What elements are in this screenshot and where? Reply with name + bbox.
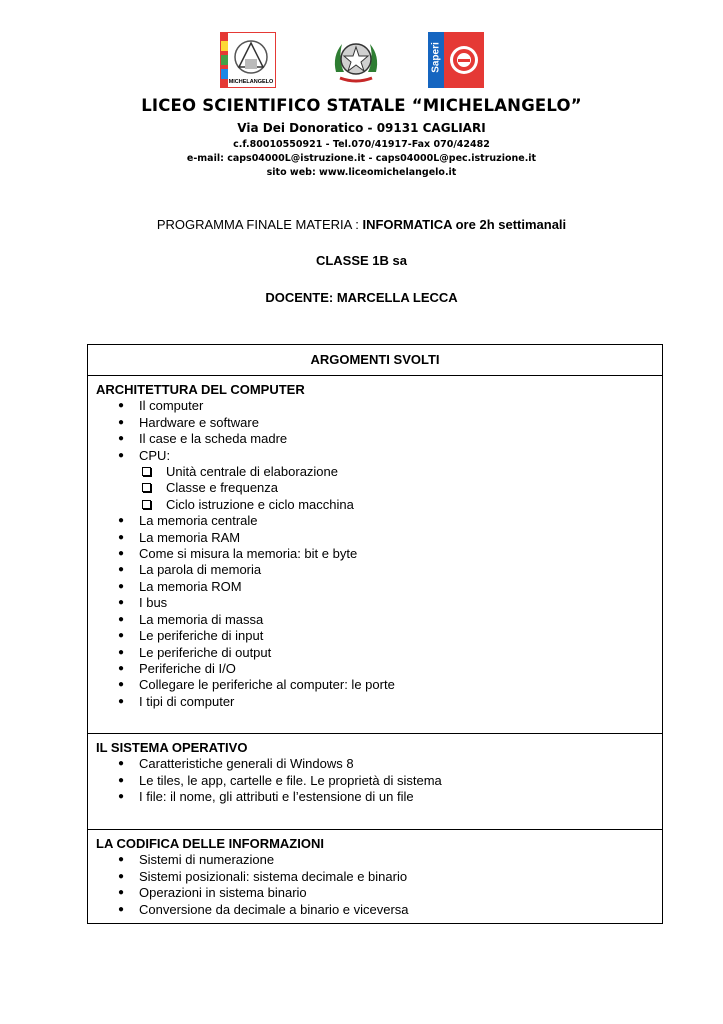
school-website: sito web: www.liceomichelangelo.it [266,167,457,178]
list-item-label: CPU: [139,447,171,463]
class-label: CLASSE 1B sa [315,253,408,268]
school-name: LICEO SCIENTIFICO STATALE “MICHELANGELO” [141,96,582,115]
topics-table [87,344,663,924]
list-item: ● Hardware e software [118,415,654,431]
section-architettura [88,376,662,734]
topic-list [96,756,654,805]
sub-list-item: Unità centrale di elaborazione [139,464,654,480]
program-prefix: PROGRAMMA FINALE MATERIA : [156,217,363,232]
saperi-logo [428,32,484,88]
republic-emblem [328,32,384,88]
topic-list [96,852,654,918]
school-address: Via Dei Donoratico - 09131 CAGLIARI [237,121,486,135]
list-item: ● Caratteristiche generali di Windows 8 [118,756,654,772]
school-codes: c.f.80010550921 - Tel.070/41917-Fax 070/42482 [233,139,490,150]
list-item: ● La memoria RAM [118,530,654,546]
logo-bar [0,32,723,90]
list-item: ● Sistemi posizionali: sistema decimale e binario [118,869,654,885]
topic-list [96,398,654,710]
cpu-sublist [139,464,654,513]
table-header: ARGOMENTI SVOLTI [88,345,662,376]
section-title: IL SISTEMA OPERATIVO [96,740,248,755]
list-item: ● La parola di memoria [118,562,654,578]
list-item: ● I file: il nome, gli attributi e l’estensione di un file [118,789,654,805]
saperi-logo-text: Saperi [430,42,442,73]
list-item: ● Come si misura la memoria: bit e byte [118,546,654,562]
program-subject: INFORMATICA ore 2h settimanali [362,217,567,232]
section-title: ARCHITETTURA DEL COMPUTER [96,382,305,397]
list-item: ● Il computer [118,398,654,414]
list-item: ● Conversione da decimale a binario e viceversa [118,902,654,918]
program-title [0,217,723,232]
list-item: ● La memoria ROM [118,579,654,595]
list-item: ● Le periferiche di input [118,628,654,644]
sub-list-item: Ciclo istruzione e ciclo macchina [139,497,654,513]
school-logo [220,32,276,88]
list-item: ● I tipi di computer [118,694,654,710]
sub-list-item: Classe e frequenza [139,480,654,496]
section-title: LA CODIFICA DELLE INFORMAZIONI [96,836,324,851]
teacher-label: DOCENTE: MARCELLA LECCA [265,290,458,305]
list-item: ● La memoria di massa [118,612,654,628]
list-item: ● Le tiles, le app, cartelle e file. Le proprietà di sistema [118,773,654,789]
list-item: ● La memoria centrale [118,513,654,529]
section-sistema-operativo [88,734,662,830]
list-item: ● Collegare le periferiche al computer: le porte [118,677,654,693]
list-item: ● Le periferiche di output [118,645,654,661]
list-item: ● Periferiche di I/O [118,661,654,677]
list-item: ● Il case e la scheda madre [118,431,654,447]
section-codifica [88,830,662,918]
list-item: ● I bus [118,595,654,611]
list-item-cpu [118,448,654,514]
list-item: ● Sistemi di numerazione [118,852,654,868]
list-item: ● Operazioni in sistema binario [118,885,654,901]
school-logo-text: MICHELANGELO [228,79,274,85]
school-email: e-mail: caps04000L@istruzione.it - caps04000L@pec.istruzione.it [186,153,537,164]
